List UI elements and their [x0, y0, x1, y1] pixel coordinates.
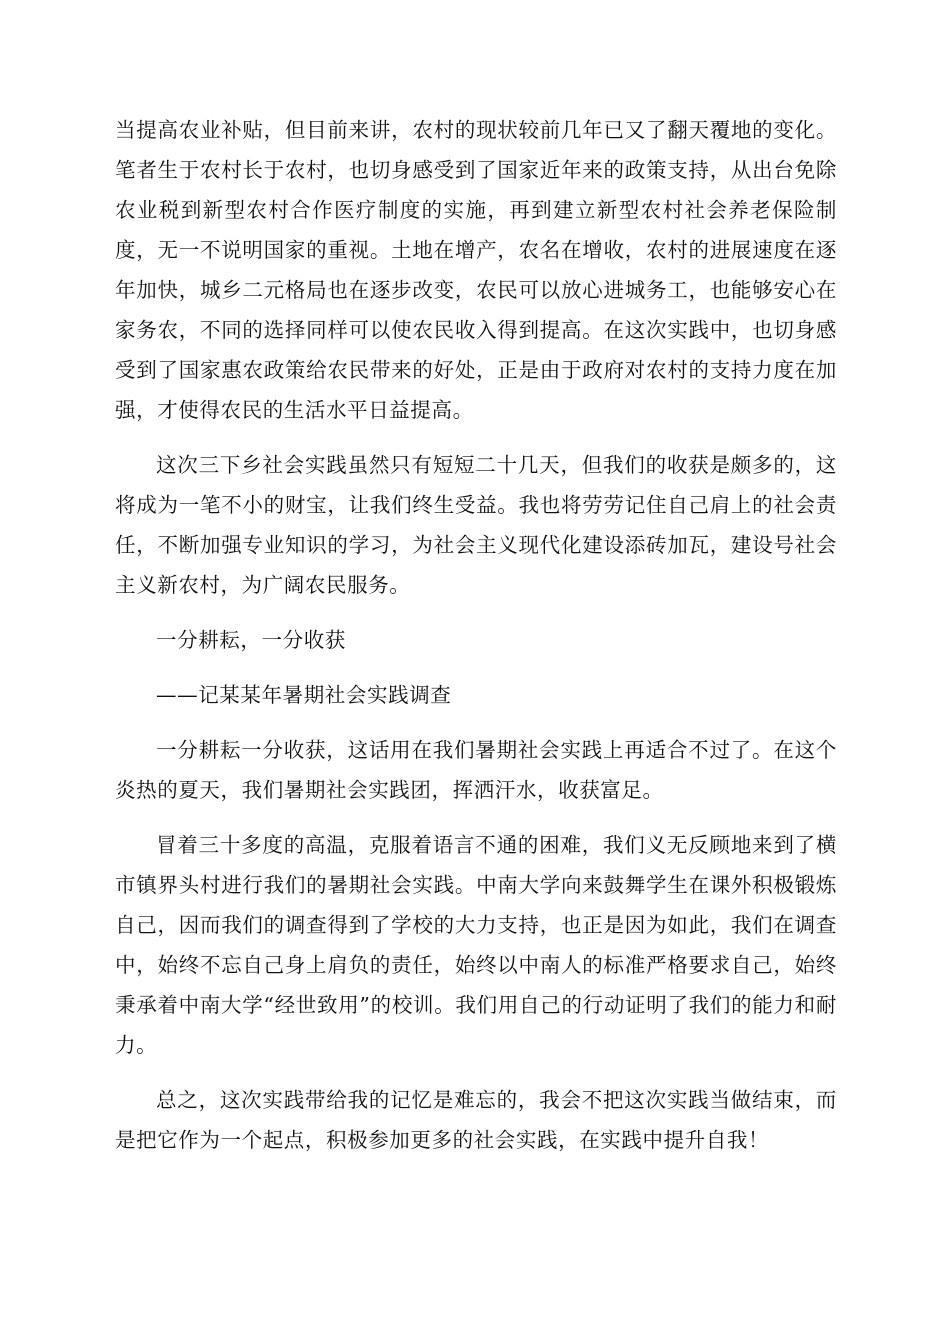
section-subtitle: ——记某某年暑期社会实践调查: [156, 683, 452, 707]
paragraph-summary: 这次三下乡社会实践虽然只有短短二十几天，但我们的收获是颇多的，这将成为一笔不小的财宝，让我们终生受益。我也将劳劳记住自己肩上的社会责任，不断加强专业知识的学习，为社会主义现代化建设添砖加瓦，建设号社会主义新农村，为广阔农民服务。: [115, 453, 837, 597]
paragraph-intro: 一分耕耘一分收获，这话用在我们暑期社会实践上再适合不过了。在这个炎热的夏天，我们暑期社会实践团，挥洒汗水，收获富足。: [115, 738, 837, 802]
paragraph-continued: 当提高农业补贴，但目前来讲，农村的现状较前几年已又了翻天覆地的变化。笔者生于农村长于农村，也切身感受到了国家近年来的政策支持，从出台免除农业税到新型农村合作医疗制度的实施，再到建立新型农村社会养老保险制度，无一不说明国家的重视。土地在增产，农名在增收，农村的进展速度在逐年加快，城乡二元格局也在逐步改变，农民可以放心进城务工，也能够安心在家务农，不同的选择同样可以使农民收入得到提高。在这次实践中，也切身感受到了国家惠农政策给农民带来的好处，正是由于政府对农村的支持力度在加强，才使得农民的生活水平日益提高。: [115, 118, 837, 422]
section-title: 一分耕耘，一分收获: [156, 628, 346, 652]
paragraph-conclusion: 总之，这次实践带给我的记忆是难忘的，我会不把这次实践当做结束，而是把它作为一个起点，积极参加更多的社会实践，在实践中提升自我！: [115, 1088, 837, 1152]
paragraph-body: 冒着三十多度的高温，克服着语言不通的困难，我们义无反顾地来到了横市镇界头村进行我们的暑期社会实践。中南大学向来鼓舞学生在课外积极锻炼自己，因而我们的调查得到了学校的大力支持，也正是因为如此，我们在调查中，始终不忘自己身上肩负的责任，始终以中南人的标准严格要求自己，始终秉承着中南大学“经世致用”的校训。我们用自己的行动证明了我们的能力和耐力。: [115, 833, 837, 1057]
document-page: [115, 110, 837, 1175]
